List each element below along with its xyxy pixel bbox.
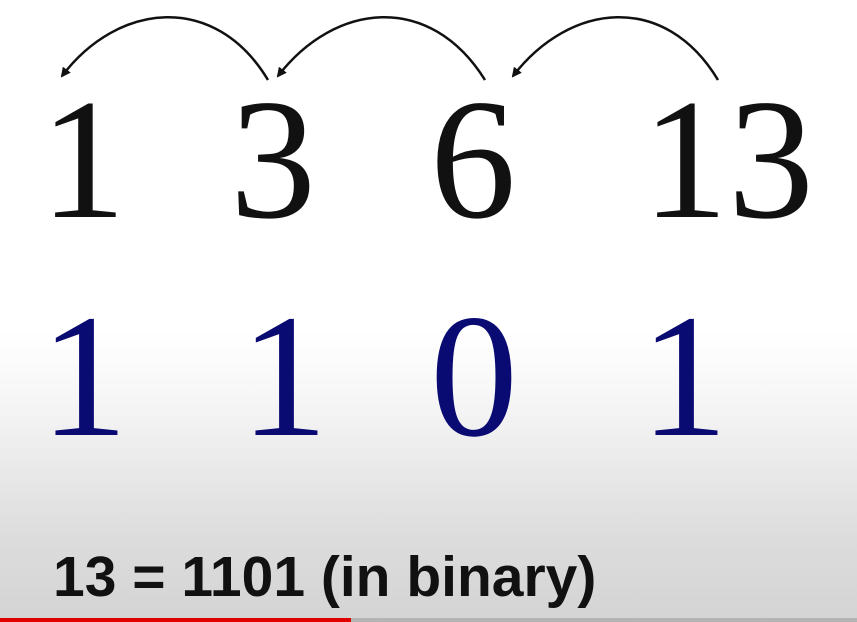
video-progress-bar[interactable] <box>0 618 857 622</box>
sequence-number-13: 13 <box>642 65 814 255</box>
sequence-number-1: 1 <box>40 65 126 255</box>
binary-digit-2: 1 <box>240 279 328 474</box>
binary-digit-3: 0 <box>430 279 518 474</box>
sequence-number-6: 6 <box>430 65 516 255</box>
binary-caption: 13 = 1101 (in binary) <box>53 545 597 609</box>
sequence-number-3: 3 <box>230 65 316 255</box>
binary-digit-1: 1 <box>40 279 128 474</box>
binary-digit-4: 1 <box>640 279 728 474</box>
video-progress-fill <box>0 618 351 622</box>
